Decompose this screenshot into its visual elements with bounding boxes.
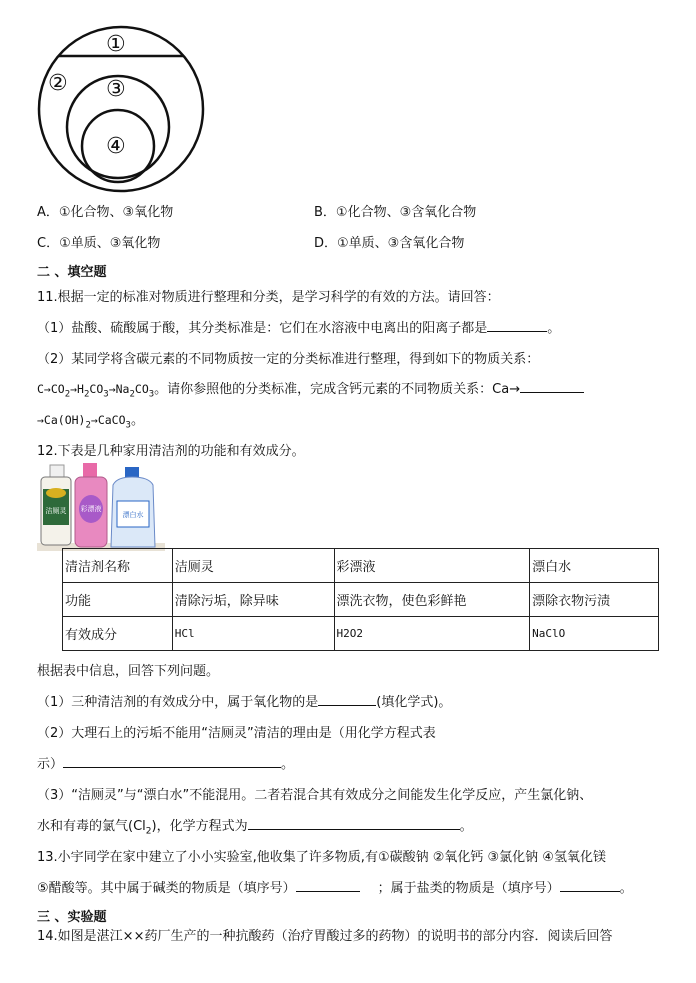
- subscript: 2: [83, 389, 90, 400]
- table-row: [63, 617, 659, 651]
- chain-text: 。请你参照他的分类标准，完成含钙元素的不同物质关系：Ca→: [154, 382, 521, 397]
- subscript: 3: [148, 389, 155, 400]
- subscript: 2: [85, 420, 91, 431]
- table-cell: HCl: [172, 617, 334, 651]
- q13-line2: [37, 877, 633, 896]
- cleaner-table: [62, 548, 659, 651]
- chain-text: CO: [134, 382, 149, 396]
- table-cell: 漂除衣物污渍: [530, 583, 659, 617]
- section-title-fill-blank: 二 、填空题: [37, 265, 107, 280]
- chain-text: 。: [130, 413, 144, 428]
- diagram-label-3: ③: [106, 77, 126, 102]
- table-cell: 清除污垢，除异味: [172, 583, 334, 617]
- product-label-3: 漂白水: [122, 511, 144, 519]
- chain-text: C→CO: [37, 382, 65, 396]
- answer-blank[interactable]: [560, 879, 620, 892]
- q12-part2-text: 示）: [37, 757, 64, 772]
- table-cell: NaClO: [530, 617, 659, 651]
- chain-text: →Na: [108, 382, 130, 396]
- subscript: 2: [64, 389, 71, 400]
- chain-text: →Ca(OH): [37, 413, 86, 427]
- q13-text-3: 。: [619, 881, 633, 896]
- q12-part3-end: 。: [459, 819, 473, 834]
- cleaning-products-photo: [37, 463, 165, 551]
- answer-blank[interactable]: [248, 817, 460, 830]
- q11-carbon-chain: [37, 378, 584, 399]
- q11-part1-end: 。: [547, 321, 561, 336]
- table-cell: 清洁剂名称: [63, 549, 173, 583]
- product-label-1: 洁厕灵: [45, 507, 67, 515]
- q11-part2: （2）某同学将含碳元素的不同物质按一定的分类标准进行整理，得到如下的物质关系：: [37, 352, 540, 367]
- table-row: [63, 549, 659, 583]
- q11-stem: 11.根据一定的标准对物质进行整理和分类，是学习科学的有效的方法。请回答：: [37, 290, 500, 305]
- option-c: C．①单质、③氧化物: [37, 236, 161, 251]
- diagram-label-1: ①: [106, 32, 126, 57]
- chain-text: CO: [89, 382, 104, 396]
- section-title-experiment: 三 、实验题: [37, 910, 107, 925]
- diagram-label-4: ④: [106, 134, 126, 159]
- q13-text-2: ；属于盐类的物质是（填序号）: [377, 881, 560, 896]
- subscript: 2: [129, 389, 135, 400]
- q12-part2-end: 。: [281, 757, 295, 772]
- chain-text: →H: [70, 382, 84, 396]
- q12-part1-end: (填化学式)。: [376, 695, 452, 710]
- q12-part3-line2: [37, 815, 473, 837]
- subscript: 3: [125, 420, 131, 431]
- q12-intro: 根据表中信息，回答下列问题。: [37, 664, 220, 679]
- subscript: 2: [145, 826, 152, 837]
- q12-part1-text: （1）三种清洁剂的有效成分中，属于氧化物的是: [37, 695, 319, 710]
- option-a: A．①化合物、③氧化物: [37, 205, 174, 220]
- q11-part1-text: （1）盐酸、硫酸属于酸，其分类标准是：它们在水溶液中电离出的阳离子都是: [37, 321, 488, 336]
- q13-text-1: ⑤醋酸等。其中属于碱类的物质是（填序号）: [37, 881, 296, 896]
- q11-part1: [37, 317, 560, 336]
- diagram-label-2: ②: [48, 71, 68, 96]
- table-cell: H2O2: [334, 617, 530, 651]
- answer-blank[interactable]: [487, 319, 547, 332]
- subscript: 3: [103, 389, 109, 400]
- q12-part2-line1: （2）大理石上的污垢不能用“洁厕灵”清洁的理由是（用化学方程式表: [37, 726, 436, 741]
- answer-blank[interactable]: [63, 755, 281, 768]
- chain-text: →CaCO: [90, 413, 126, 427]
- option-b: B．①化合物、③含氧化合物: [314, 205, 477, 220]
- q12-part2-line2: [37, 753, 294, 772]
- table-cell: 漂洗衣物，使色彩鲜艳: [334, 583, 530, 617]
- answer-blank[interactable]: [296, 879, 360, 892]
- table-cell: 漂白水: [530, 549, 659, 583]
- q14-stem: 14.如图是湛江××药厂生产的一种抗酸药（治疗胃酸过多的药物）的说明书的部分内容．阅读后回答: [37, 929, 613, 944]
- product-label-2: 彩漂液: [80, 505, 102, 513]
- table-cell: 功能: [63, 583, 173, 617]
- q13-line1: 13.小宇同学在家中建立了小小实验室,他收集了许多物质,有①碳酸钠 ②氧化钙 ③氯化钠 ④氢氧化镁: [37, 850, 606, 865]
- q12-part1: [37, 691, 451, 710]
- q12-part3-line1: （3）“洁厕灵”与“漂白水”不能混用。二者若混合其有效成分之间能发生化学反应，产生氯化钠、: [37, 788, 593, 803]
- q12-stem: 12.下表是几种家用清洁剂的功能和有效成分。: [37, 444, 305, 459]
- table-cell: 洁厕灵: [172, 549, 334, 583]
- q12-part3-text: 水和有毒的氯气(Cl: [37, 819, 146, 834]
- table-row: [63, 583, 659, 617]
- q11-calcium-chain: [37, 409, 144, 430]
- answer-blank[interactable]: [520, 380, 584, 393]
- option-d: D．①单质、③含氧化合物: [314, 236, 465, 251]
- q12-part3-text2: )，化学方程式为: [151, 819, 248, 834]
- table-cell: 有效成分: [63, 617, 173, 651]
- answer-blank[interactable]: [318, 693, 376, 706]
- table-cell: 彩漂液: [334, 549, 530, 583]
